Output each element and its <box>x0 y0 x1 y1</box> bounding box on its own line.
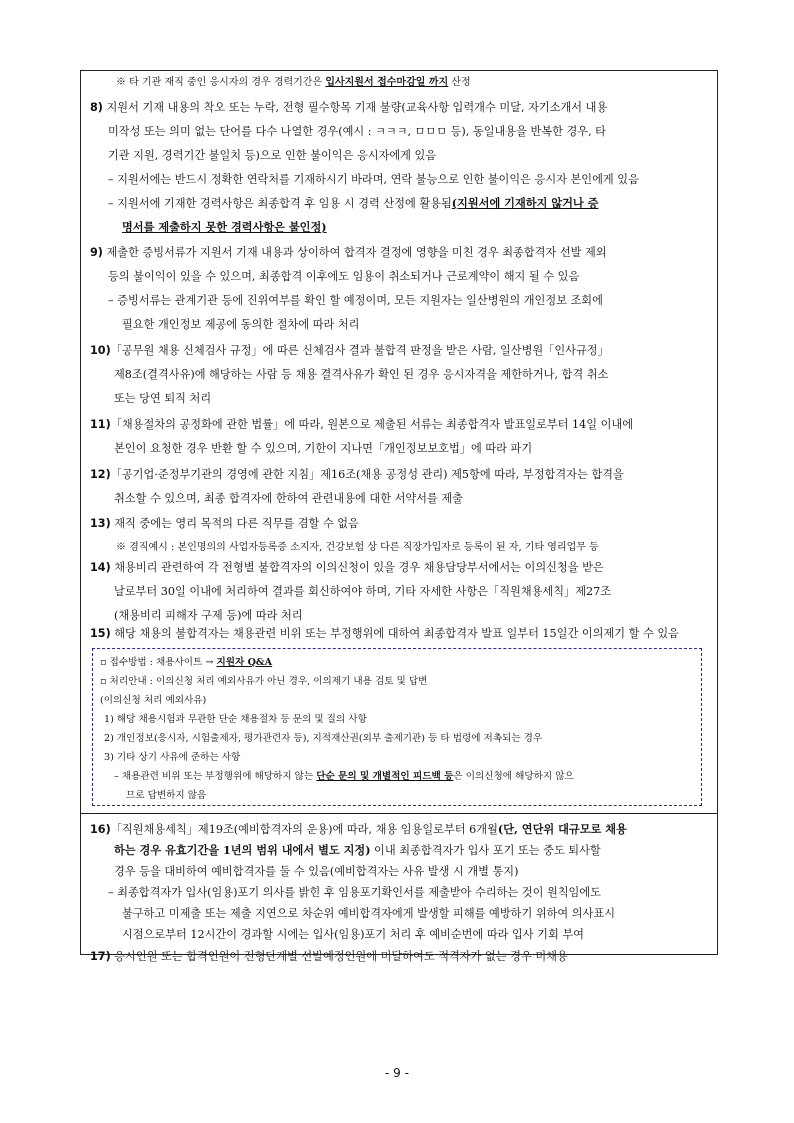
exception-1: 1) 해당 채용시험과 무관한 단순 채용절차 등 문의 및 질의 사항 <box>104 714 367 725</box>
processing-guide: ▫ 처리안내 : 이의신청 처리 예외사유가 아닌 경우, 이의제기 내용 검토 및 답변 <box>100 676 428 687</box>
item-13: 13) 재직 중에는 영리 목적의 다른 직무를 겸할 수 없음 <box>90 517 359 530</box>
item-15: 15) 해당 채용의 불합격자는 채용관련 비위 또는 부정행위에 대하여 최종합격자 발표 일부터 15일간 이의제기 할 수 있음 <box>90 627 679 640</box>
section-divider <box>80 813 718 814</box>
item-16-line-6: 시점으로부터 12시간이 경과할 시에는 입사(임용)포기 처리 후 예비순번에 따라 입사 기회 부여 <box>122 928 584 941</box>
item-16-line-4: – 최종합격자가 입사(임용)포기 의사를 밝힌 후 임용포기확인서를 제출받아 수리하는 것이 원칙임에도 <box>108 886 601 899</box>
item-16-line-2: 하는 경우 유효기간을 1년의 범위 내에서 별도 지정) 이내 최종합격자가 입사 포기 또는 중도 퇴사할 <box>114 843 601 857</box>
career-period-note: ※ 타 기관 재직 중인 응시자의 경우 경력기간은 입사지원서 접수마감일 까지 산정 <box>116 77 471 88</box>
item-8-contact-note: – 지원서에는 반드시 정확한 연락처를 기재하시기 바라며, 연락 불능으로 인한 불이익은 응시자 본인에게 있음 <box>108 173 639 186</box>
item-10-line-2: 제8조(결격사유)에 해당하는 사람 등 채용 결격사유가 확인 된 경우 응시자격을 제한하거나, 합격 취소 <box>114 368 609 381</box>
item-8: 8) 지원서 기재 내용의 착오 또는 누락, 전형 필수항목 기재 불량(교육사항 입력개수 미달, 자기소개서 내용 <box>90 101 608 114</box>
item-8-line-2: 미작성 또는 의미 없는 단어를 다수 나열한 경우(예시 : ㅋㅋㅋ, ㅁㅁㅁ 등), 동일내용을 반복한 경우, 타 <box>108 125 606 138</box>
item-9: 9) 제출한 증빙서류가 지원서 기재 내용과 상이하여 합격자 결정에 영향을 미친 경우 최종합격자 선발 제외 <box>90 246 607 259</box>
page-number: - 9 - <box>385 1066 409 1080</box>
item-14-line-3: (채용비리 피해자 구제 등)에 따라 처리 <box>114 609 303 622</box>
exception-heading: (이의신청 처리 예외사유) <box>100 695 207 706</box>
item-9-line-3: – 증빙서류는 관계기관 등에 진위여부를 확인 할 예정이며, 모든 지원자는 일산병원의 개인정보 조회에 <box>108 294 603 307</box>
item-12-line-2: 취소할 수 있으며, 최종 합격자에 한하여 관련내용에 대한 서약서를 제출 <box>114 492 463 505</box>
item-13-note: ※ 겸직예시 : 본인명의의 사업자등록증 소지자, 건강보험 상 다른 직장가입자로 등록이 된 자, 기타 영리업무 등 <box>116 542 599 553</box>
item-10: 10)「공무원 채용 신체검사 규정」에 따른 신체검사 결과 불합격 판정을 받은 사람, 일산병원「인사규정」 <box>90 344 609 357</box>
item-12: 12)「공기업·준정부기관의 경영에 관한 지침」제16조(채용 공정성 관리) 제5항에 따라, 부정합격자는 합격을 <box>90 468 624 481</box>
item-17: 17) 응시인원 또는 합격인원이 전형단계별 선발예정인원에 미달하여도 적격자가 없는 경우 미채용 <box>90 950 568 963</box>
deadline-emphasis: 입사지원서 접수마감일 까지 <box>325 77 449 88</box>
item-8-career-note-cont: 명서를 제출하지 못한 경력사항은 불인정) <box>122 220 327 234</box>
item-16-line-3: 경우 등을 대비하여 예비합격자를 둘 수 있음(예비합격자는 사유 발생 시 개별 통지) <box>114 865 519 878</box>
item-16-line-5: 불구하고 미제출 또는 제출 지연으로 차순위 예비합격자에게 발생할 피해를 예방하기 위하여 의사표시 <box>122 907 616 920</box>
item-9-line-2: 등의 불이익이 있을 수 있으며, 최종합격 이후에도 임용이 취소되거나 근로계약이 해지 될 수 있음 <box>108 270 580 283</box>
item-16: 16)「직원채용세칙」제19조(예비합격자의 운용)에 따라, 채용 임용일로부터 6개월(단, 연단위 대규모로 채용 <box>90 822 627 836</box>
item-8-line-3: 기관 지원, 경력기간 불일치 등)으로 인한 불이익은 응시자에게 있음 <box>108 149 437 162</box>
item-11-line-2: 본인이 요청한 경우 반환 할 수 있으며, 기한이 지나면「개인정보보호법」에 따라 파기 <box>114 442 533 455</box>
exception-note-cont: 므로 답변하지 않음 <box>126 790 207 801</box>
item-14: 14) 채용비리 관련하여 각 전형별 불합격자의 이의신청이 있을 경우 채용담당부서에서는 이의신청을 받은 <box>90 561 604 574</box>
item-11: 11)「채용절차의 공정화에 관한 법률」에 따라, 원본으로 제출된 서류는 최종합격자 발표일로부터 14일 이내에 <box>90 418 634 431</box>
item-9-line-4: 필요한 개인정보 제공에 동의한 절차에 따라 처리 <box>122 318 360 331</box>
submission-method: ▫ 접수방법 : 채용사이트 → 지원자 Q&A <box>100 657 273 668</box>
item-8-career-note: – 지원서에 기재한 경력사항은 최종합격 후 임용 시 경력 산정에 활용됨(지원서에 기재하지 않거나 증 <box>108 196 599 210</box>
exception-3: 3) 기타 상기 사유에 준하는 사항 <box>104 752 241 763</box>
item-10-line-3: 또는 당연 퇴직 처리 <box>114 392 212 405</box>
item-14-line-2: 날로부터 30일 이내에 처리하여 결과를 회신하여야 하며, 기타 자세한 사항은「직원채용세칙」제27조 <box>114 585 612 598</box>
exception-2: 2) 개인정보(응시자, 시험출제자, 평가관련자 등), 지적재산권(외부 출제기관) 등 타 법령에 저촉되는 경우 <box>104 733 543 744</box>
applicant-qna-link[interactable]: 지원자 Q&A <box>216 657 273 668</box>
exception-note: – 채용관련 비위 또는 부정행위에 해당하지 않는 단순 문의 및 개별적인 피드백 등은 이의신청에 해당하지 않으 <box>114 771 574 782</box>
